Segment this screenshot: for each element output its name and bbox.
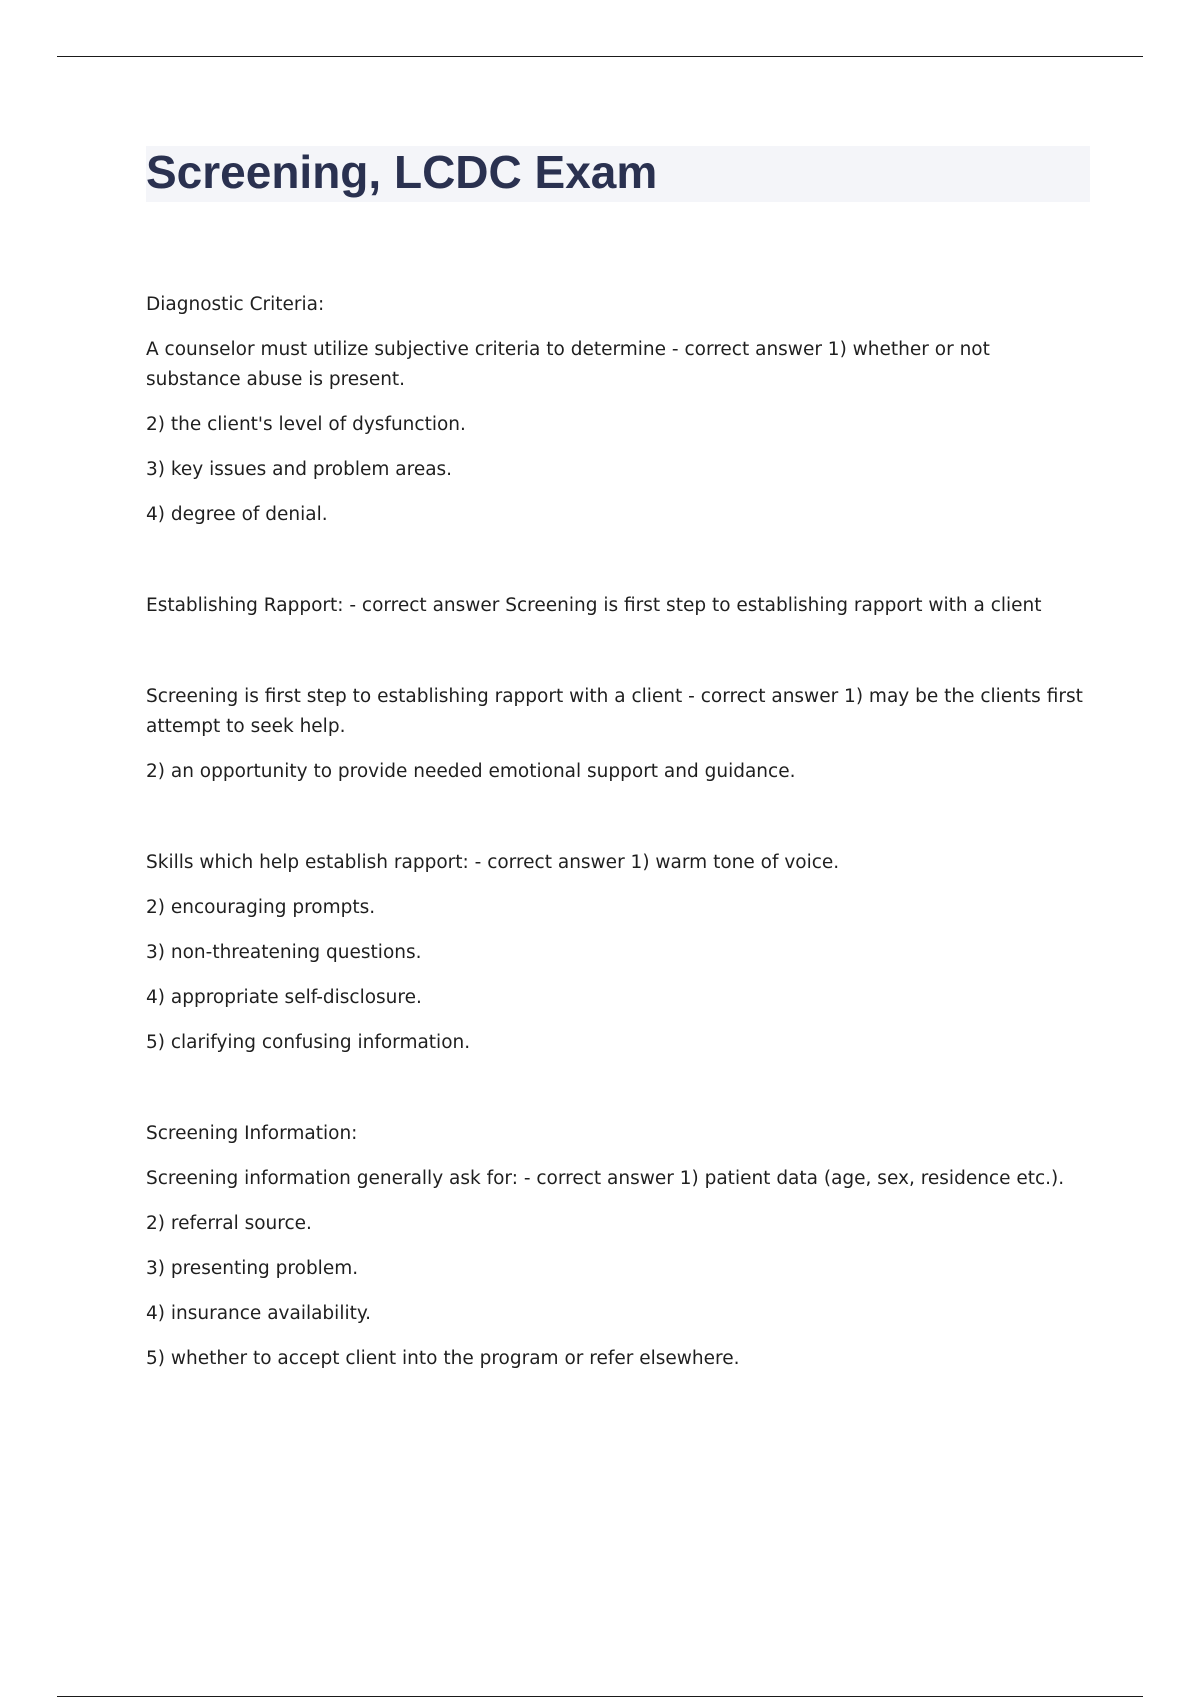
list-item: 3) non-threatening questions. [146, 942, 422, 963]
list-item: 2) an opportunity to provide needed emotional support and guidance. [146, 761, 796, 782]
qa-line: A counselor must utilize subjective criteria to determine - correct answer 1) whether or not substance abuse is present. [146, 339, 990, 390]
list-item: 3) presenting problem. [146, 1258, 359, 1279]
qa-line: Establishing Rapport: - correct answer Screening is first step to establishing rapport with a client [146, 595, 1042, 616]
document-body [146, 290, 1086, 1435]
list-item: 4) degree of denial. [146, 504, 328, 525]
bottom-divider [57, 1696, 1143, 1697]
list-item: 2) the client's level of dysfunction. [146, 414, 466, 435]
section-screening-information [146, 1119, 1086, 1374]
list-item: 5) clarifying confusing information. [146, 1032, 471, 1053]
section-screening-first-step [146, 682, 1086, 787]
list-item: 2) referral source. [146, 1213, 312, 1234]
top-divider [57, 56, 1143, 57]
page-title: Screening, LCDC Exam [146, 146, 658, 198]
qa-line: Screening information generally ask for: - correct answer 1) patient data (age, sex, residence etc.). [146, 1168, 1065, 1189]
section-heading: Screening Information: [146, 1123, 358, 1144]
qa-line: Screening is first step to establishing rapport with a client - correct answer 1) may be the clients first attempt to seek help. [146, 686, 1083, 737]
list-item: 5) whether to accept client into the program or refer elsewhere. [146, 1348, 740, 1369]
list-item: 4) insurance availability. [146, 1303, 372, 1324]
list-item: 3) key issues and problem areas. [146, 459, 453, 480]
qa-line: Skills which help establish rapport: - correct answer 1) warm tone of voice. [146, 852, 840, 873]
section-heading: Diagnostic Criteria: [146, 294, 325, 315]
list-item: 4) appropriate self-disclosure. [146, 987, 422, 1008]
section-establishing-rapport [146, 591, 1086, 621]
section-diagnostic-criteria [146, 290, 1086, 530]
section-rapport-skills [146, 848, 1086, 1058]
list-item: 2) encouraging prompts. [146, 897, 376, 918]
